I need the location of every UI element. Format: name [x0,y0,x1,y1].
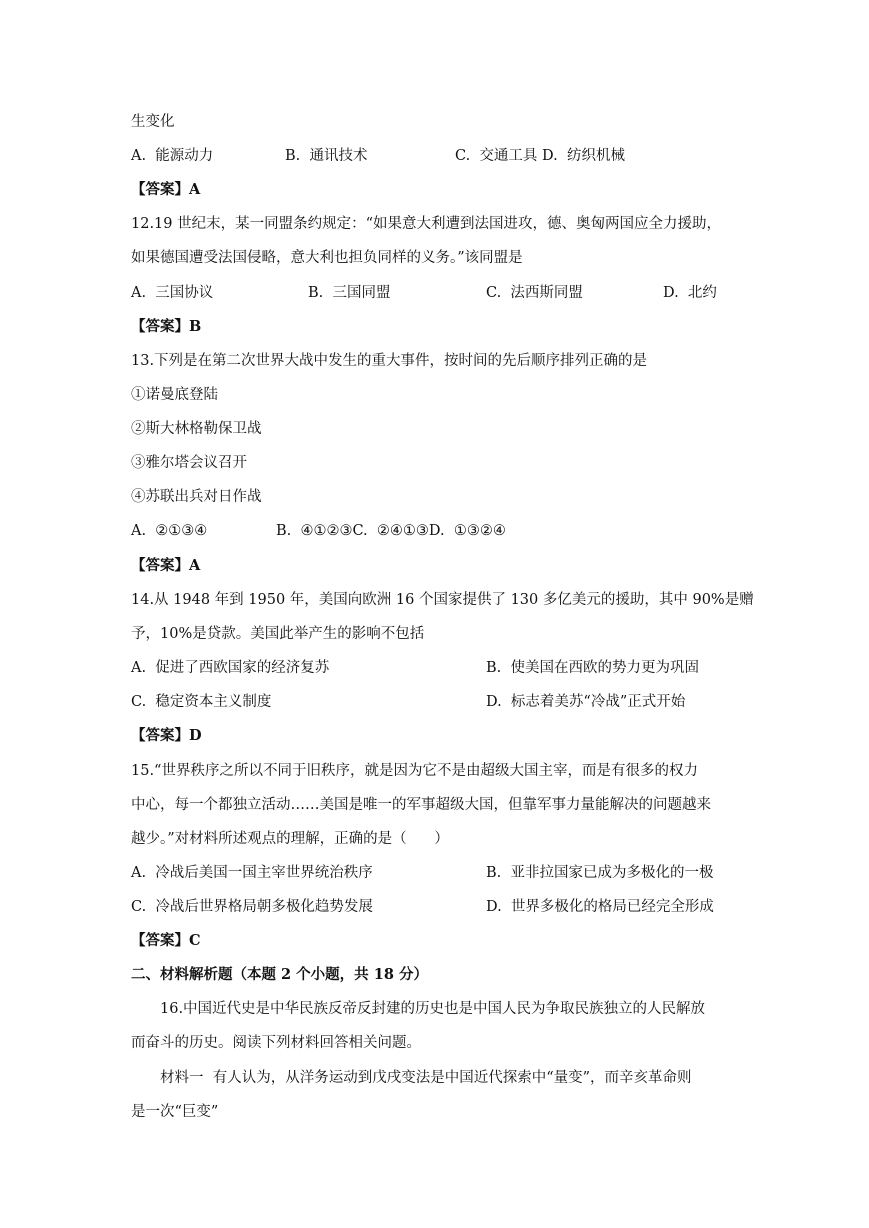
option-a: A. ②①③④ [131,523,208,539]
question-text: 14.从 1948 年到 1950 年，美国向欧洲 16 个国家提供了 130 多亿美元的援助，其中 90%是赠 [131,592,754,608]
question-text: 予，10%是贷款。美国此举产生的影响不包括 [131,626,425,642]
option-b: B. 通讯技术 [285,148,368,164]
question-text: 而奋斗的历史。阅读下列材料回答相关问题。 [131,1035,421,1051]
option-d: D. 标志着美苏“冷战”正式开始 [486,694,686,710]
question-text: 13.下列是在第二次世界大战中发生的重大事件，按时间的先后顺序排列正确的是 [131,353,648,369]
option-bcd: B. ④①②③C. ②④①③D. ①③②④ [276,523,506,539]
option-a: A. 促进了西欧国家的经济复苏 [131,660,330,676]
answer: 【答案】D [131,727,202,744]
material-text: 是一次“巨变” [131,1104,219,1120]
option-d: D. 世界多极化的格局已经完全形成 [486,899,714,915]
question-text: 如果德国遭受法国侵略，意大利也担负同样的义务。”该同盟是 [131,250,523,266]
answer: 【答案】B [131,318,202,335]
answer: 【答案】A [131,181,201,198]
option-a: A. 冷战后美国一国主宰世界统治秩序 [131,865,373,881]
question-text: 16.中国近代史是中华民族反帝反封建的历史也是中国人民为争取民族独立的人民解放 [160,1001,706,1017]
option-d: D. 北约 [663,285,717,301]
answer: 【答案】C [131,932,201,949]
option-a: A. 能源动力 [131,148,214,164]
option-b: B. 亚非拉国家已成为多极化的一极 [486,865,714,881]
answer: 【答案】A [131,557,201,574]
question-text: 越少。”对材料所述观点的理解，正确的是（ ） [131,831,449,847]
list-item: ①诺曼底登陆 [131,387,218,403]
list-item: ②斯大林格勒保卫战 [131,421,262,437]
question-text: 12.19 世纪末，某一同盟条约规定：“如果意大利遭到法国进攻，德、奥匈两国应全力援助， [131,216,722,232]
list-item: ④苏联出兵对日作战 [131,489,262,505]
option-c: C. 法西斯同盟 [486,285,583,301]
question-text: 15.“世界秩序之所以不同于旧秩序，就是因为它不是由超级大国主宰，而是有很多的权力 [131,763,698,779]
material-text: 材料一 有人认为，从洋务运动到戊戌变法是中国近代探索中“量变”，而辛亥革命则 [160,1070,692,1086]
option-b: B. 使美国在西欧的势力更为巩固 [486,660,699,676]
option-c: C. 冷战后世界格局朝多极化趋势发展 [131,899,373,915]
list-item: ③雅尔塔会议召开 [131,455,247,471]
question-text: 中心，每一个都独立活动……美国是唯一的军事超级大国，但靠军事力量能解决的问题越来 [131,797,711,813]
section-heading: 二、材料解析题（本题 2 个小题，共 18 分） [131,966,428,983]
option-c: C. 稳定资本主义制度 [131,694,272,710]
option-b: B. 三国同盟 [308,285,391,301]
text-line: 生变化 [131,114,175,130]
option-cd: C. 交通工具 D. 纺织机械 [455,148,625,164]
option-a: A. 三国协议 [131,285,214,301]
